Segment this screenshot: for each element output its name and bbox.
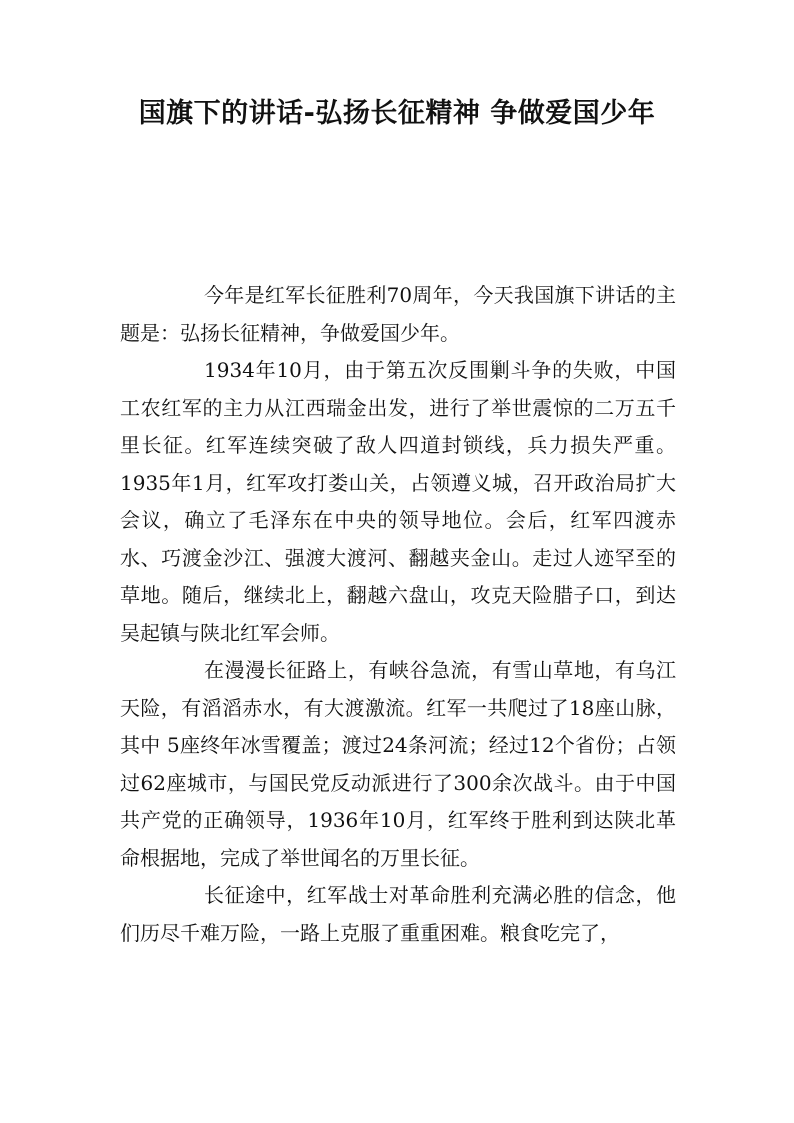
- paragraph-1: 今年是红军长征胜利70周年，今天我国旗下讲话的主题是：弘扬长征精神，争做爱国少年。: [120, 283, 676, 345]
- document-body: [120, 277, 676, 952]
- paragraph-3: 在漫漫长征路上，有峡谷急流，有雪山草地，有乌江天险，有滔滔赤水，有大渡激流。红军一共爬过了18座山脉，其中 5座终年冰雪覆盖；渡过24条河流；经过12个省份；占领过62座城市，与国民党反动派进行了300余次战斗。由于中国共产党的正确领导，1936年10月，红军终于胜利到达陕北革命根据地，完成了举世闻名的万里长征。: [120, 658, 676, 870]
- document-title: 国旗下的讲话-弘扬长征精神 争做爱国少年: [138, 98, 656, 129]
- paragraph-4: 长征途中，红军战士对革命胜利充满必胜的信念，他们历尽千难万险，一路上克服了重重困难。粮食吃完了，: [120, 883, 676, 945]
- paragraph-2: 1934年10月，由于第五次反围剿斗争的失败，中国工农红军的主力从江西瑞金出发，进行了举世震惊的二万五千里长征。红军连续突破了敌人四道封锁线，兵力损失严重。1935年1月，红军攻打娄山关，占领遵义城，召开政治局扩大会议，确立了毛泽东在中央的领导地位。会后，红军四渡赤水、巧渡金沙江、强渡大渡河、翻越夹金山。走过人迹罕至的草地。随后，继续北上，翻越六盘山，攻克天险腊子口，到达吴起镇与陕北红军会师。: [120, 358, 676, 645]
